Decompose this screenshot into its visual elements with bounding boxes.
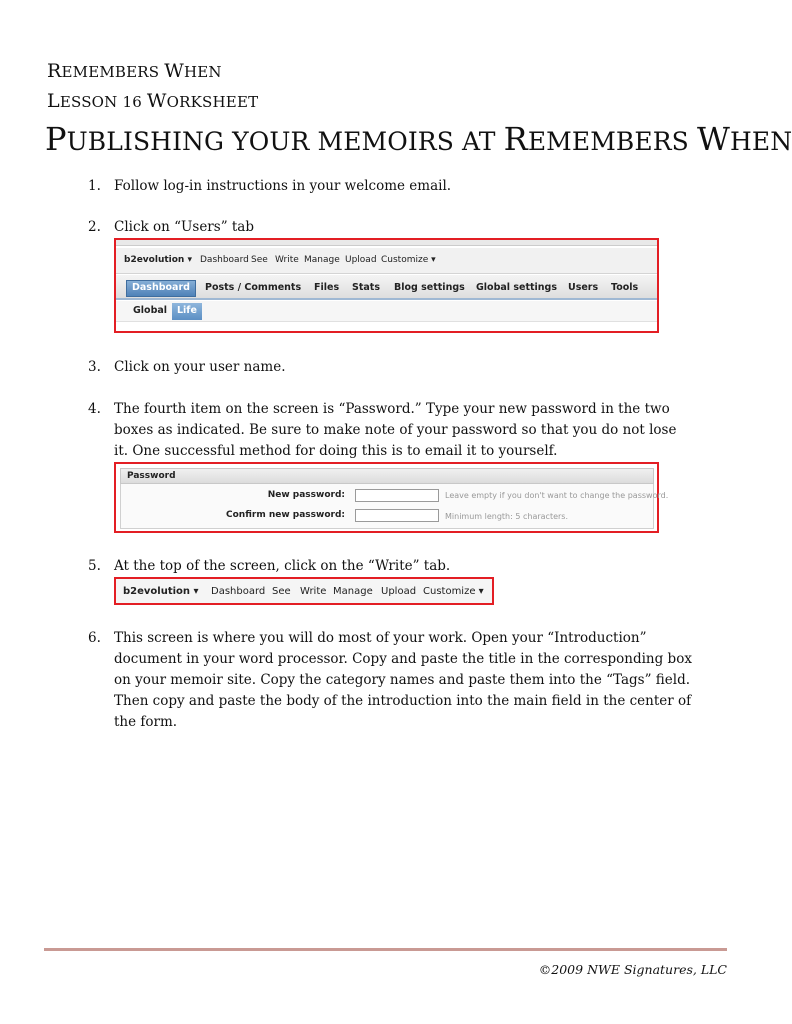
heading-text: ORKSHEET: [166, 93, 259, 111]
tab-stats[interactable]: Stats: [352, 282, 380, 293]
topbar-write[interactable]: Write: [275, 255, 299, 265]
topbar-write[interactable]: Write: [300, 586, 327, 597]
title-cap: P: [45, 120, 67, 158]
heading-cap: W: [164, 60, 184, 82]
heading-text: EMEMBERS: [61, 63, 165, 81]
title-cap: R: [503, 120, 528, 158]
footer-divider: [44, 948, 727, 951]
tab-global-settings[interactable]: Global settings: [476, 282, 558, 293]
new-password-note: Leave empty if you don't want to change the password.: [445, 491, 669, 500]
admin-topbar: [116, 579, 492, 603]
heading-cap: W: [146, 90, 167, 112]
b2evolution-menu[interactable]: b2evolution ▾: [124, 255, 192, 265]
topbar-manage[interactable]: Manage: [304, 255, 340, 265]
heading-cap: L: [47, 90, 60, 112]
main-tabs: [116, 275, 657, 300]
topbar-customize[interactable]: Customize ▾: [381, 255, 436, 265]
tab-posts-comments[interactable]: Posts / Comments: [205, 282, 302, 293]
step-text: Click on your user name.: [114, 359, 286, 375]
tab-dashboard[interactable]: Dashboard: [126, 280, 196, 297]
lesson-heading: [47, 90, 258, 112]
tab-users[interactable]: Users: [568, 282, 599, 293]
step-text: The fourth item on the screen is “Password.” Type your new password in the two boxes as indicated. Be sure to make note of your password so that you do not lose it. One successful method for doing this is to email it to yourself.: [114, 401, 677, 459]
write-tab-screenshot: [114, 577, 494, 605]
sub-tabs: [116, 301, 657, 322]
step-text: Follow log-in instructions in your welcome email.: [114, 178, 452, 194]
step-text: This screen is where you will do most of your work. Open your “Introduction” document in your word processor. Copy and paste the title in the corresponding box on your memoir site. Copy the category names and paste them into the “Tags” field. Then copy and paste the body of the introduction into the main field in the center of the form.: [114, 630, 692, 730]
title-cap: W: [696, 120, 730, 158]
topbar-customize[interactable]: Customize ▾: [423, 586, 484, 597]
password-panel-body: [120, 484, 669, 529]
step-text: At the top of the screen, click on the “Write” tab.: [114, 558, 451, 574]
confirm-password-field[interactable]: [355, 509, 439, 522]
page-title: [45, 120, 792, 158]
step-number: 1.: [88, 178, 101, 194]
b2evolution-menu[interactable]: b2evolution ▾: [123, 586, 199, 597]
tab-files[interactable]: Files: [314, 282, 340, 293]
subtab-global[interactable]: Global: [133, 305, 168, 316]
step-text: Click on “Users” tab: [114, 219, 254, 235]
subtab-life[interactable]: Life: [172, 303, 202, 320]
tab-blog-settings[interactable]: Blog settings: [394, 282, 465, 293]
tab-tools[interactable]: Tools: [611, 282, 639, 293]
confirm-password-label: Confirm new password:: [226, 510, 345, 520]
title-text: EMEMBERS: [527, 127, 697, 156]
users-tab-screenshot: [114, 238, 659, 333]
step-number: 3.: [88, 359, 101, 375]
step-number: 4.: [88, 401, 101, 417]
series-heading: [47, 60, 222, 82]
title-text: UBLISHING YOUR MEMOIRS AT: [66, 127, 504, 156]
topbar-see[interactable]: See: [272, 586, 291, 597]
step-number: 5.: [88, 558, 101, 574]
step-number: 6.: [88, 630, 101, 646]
heading-text: HEN: [183, 63, 222, 81]
copyright-footer: ©2009 NWE Signatures, LLC: [538, 962, 727, 977]
new-password-label: New password:: [267, 490, 345, 500]
confirm-password-note: Minimum length: 5 characters.: [445, 512, 569, 521]
heading-text: ESSON 16: [59, 93, 147, 111]
new-password-field[interactable]: [355, 489, 439, 502]
browser-strip: [116, 240, 657, 246]
password-panel-heading: Password: [120, 468, 654, 484]
topbar-upload[interactable]: Upload: [345, 255, 377, 265]
topbar-see[interactable]: See: [251, 255, 268, 265]
title-text: HEN: [729, 127, 792, 156]
topbar-dashboard[interactable]: Dashboard: [200, 255, 249, 265]
password-screenshot: [114, 462, 669, 533]
topbar-dashboard[interactable]: Dashboard: [211, 586, 266, 597]
topbar-upload[interactable]: Upload: [381, 586, 417, 597]
admin-topbar: [116, 248, 657, 274]
heading-cap: R: [47, 60, 62, 82]
topbar-manage[interactable]: Manage: [333, 586, 373, 597]
step-number: 2.: [88, 219, 101, 235]
